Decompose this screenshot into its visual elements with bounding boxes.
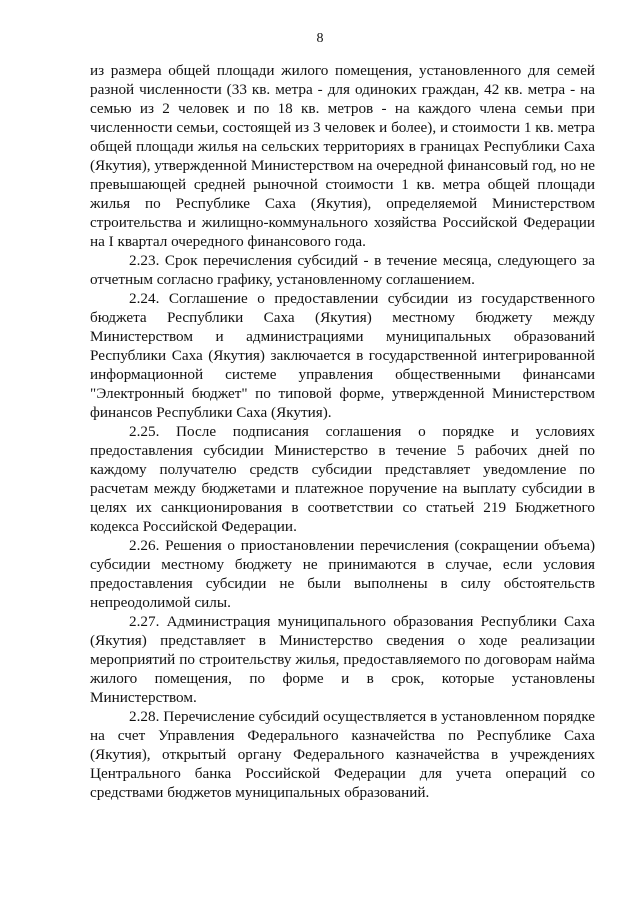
paragraph-2-25: 2.25. После подписания соглашения о порядке и условиях предоставления субсидии Министерство в течение 5 рабочих дней по каждому получателю средств субсидии представляет уведомление по расчетам между бюджетами и платежное поручение на выплату субсидии в целях их санкционирования в соответствии со статьей 219 Бюджетного кодекса Российской Федерации. bbox=[90, 423, 595, 535]
paragraph-2-28: 2.28. Перечисление субсидий осуществляется в установленном порядке на счет Управления Федерального казначейства по Республике Саха (Якутия), открытый органу Федерального казначейства в учреждениях Центрального банка Российской Федерации для учета операций со средствами бюджетов муниципальных образований. bbox=[90, 708, 595, 801]
paragraph-2-27: 2.27. Администрация муниципального образования Республики Саха (Якутия) представляет в Министерство сведения о ходе реализации мероприятий по строительству жилья, предоставляемого по договорам найма жилого помещения, по форме и в срок, которые установлены Министерством. bbox=[90, 613, 595, 706]
paragraph-continuation: из размера общей площади жилого помещения, установленного для семей разной численности (33 кв. метра - для одиноких граждан, 42 кв. метра - на семью из 2 человек и по 18 кв. метров - на каждого члена семьи при численности семьи, состоящей из 3 человек и более), и стоимости 1 кв. метра общей площади жилья на сельских территориях в границах Республики Саха (Якутия), утвержденной Министерством на очередной финансовый год, но не превышающей средней рыночной стоимости 1 кв. метра общей площади жилья по Республике Саха (Якутия), определяемой Министерством строительства и жилищно-коммунального хозяйства Российской Федерации на I квартал очередного финансового года. bbox=[90, 62, 595, 250]
page-number: 8 bbox=[316, 31, 324, 46]
document-body bbox=[90, 61, 595, 802]
paragraph-2-26: 2.26. Решения о приостановлении перечисления (сокращении объема) субсидии местному бюджету не принимаются в случае, если условия предоставления субсидии не были выполнены в силу обстоятельств непреодолимой силы. bbox=[90, 537, 595, 611]
paragraph-2-23: 2.23. Срок перечисления субсидий - в течение месяца, следующего за отчетным согласно графику, установленному соглашением. bbox=[90, 252, 595, 288]
paragraph-2-24: 2.24. Соглашение о предоставлении субсидии из государственного бюджета Республики Саха (Якутия) местному бюджету между Министерством и администрациями муниципальных образований Республики Саха (Якутия) заключается в государственной интегрированной информационной системе управления общественными финансами "Электронный бюджет" по типовой форме, утвержденной Министерством финансов Республики Саха (Якутия). bbox=[90, 290, 595, 421]
